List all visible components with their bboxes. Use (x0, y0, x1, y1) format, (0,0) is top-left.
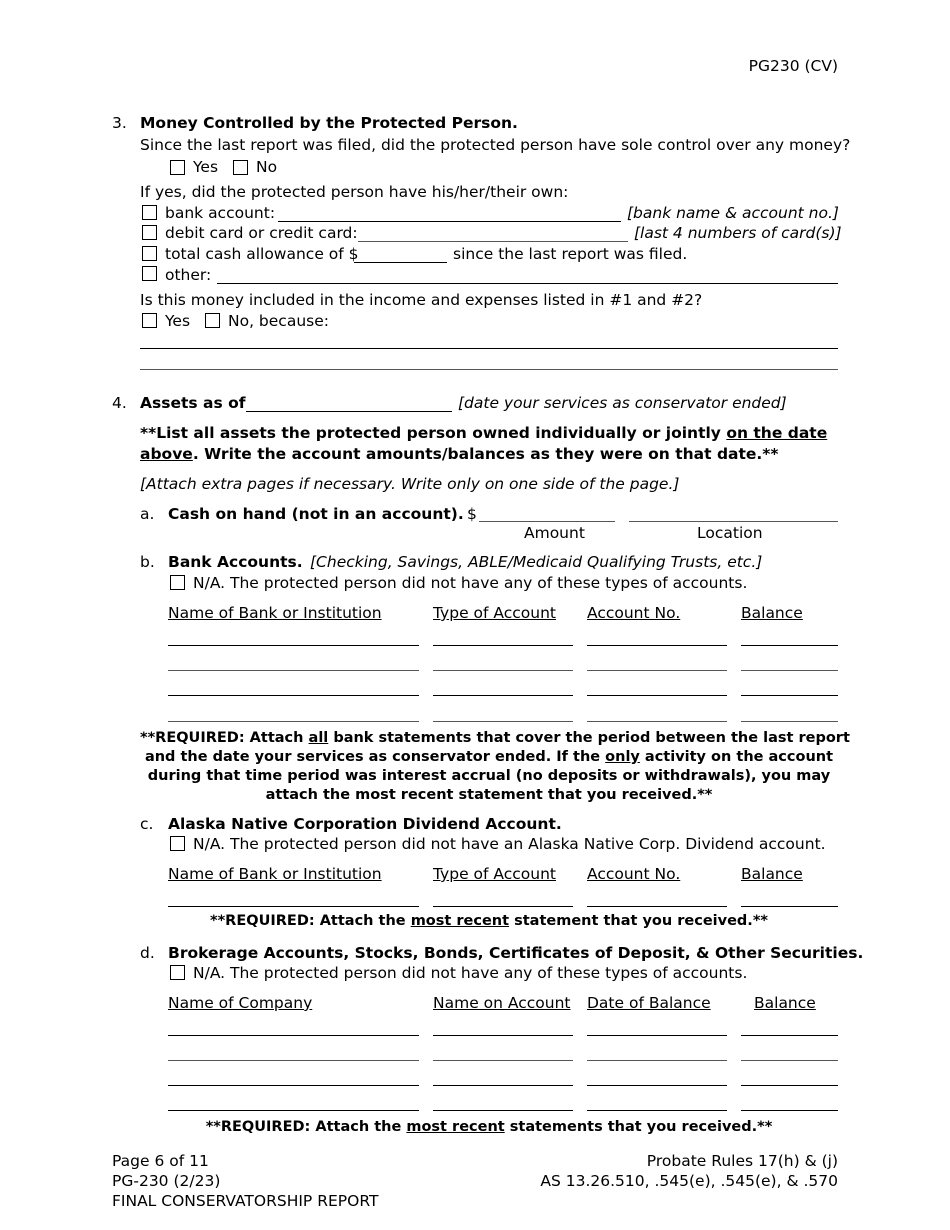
column-balance: Balance (741, 604, 803, 622)
included-yes-label: Yes (165, 312, 191, 330)
bank-name-line[interactable] (168, 906, 419, 907)
other-label: other: (165, 266, 212, 284)
card-label: debit card or credit card: (165, 224, 358, 242)
balance-line[interactable] (741, 1085, 838, 1086)
other-line[interactable] (217, 283, 838, 284)
assets-date-hint: [date your services as conservator ended] (458, 394, 787, 412)
item-d-letter: d. (140, 944, 155, 962)
brokerage-na-checkbox[interactable] (170, 965, 185, 980)
column-account-no: Account No. (587, 604, 681, 622)
other-checkbox[interactable] (142, 266, 157, 281)
form-number: PG-230 (2/23) (112, 1172, 221, 1190)
balance-line[interactable] (741, 906, 838, 907)
cash-on-hand-title: Cash on hand (not in an account). (168, 505, 464, 523)
date-of-balance-line[interactable] (587, 1035, 727, 1036)
section-4-number: 4. (112, 394, 127, 412)
bank-account-label: bank account: (165, 204, 276, 222)
cash-location-line[interactable] (629, 521, 838, 522)
balance-line[interactable] (741, 670, 838, 671)
bank-name-line[interactable] (168, 670, 419, 671)
brokerage-title: Brokerage Accounts, Stocks, Bonds, Certificates of Deposit, & Other Securities. (168, 944, 864, 962)
above-text: above (140, 445, 193, 463)
account-type-line[interactable] (433, 695, 573, 696)
date-of-balance-line[interactable] (587, 1110, 727, 1111)
page-number: Page 6 of 11 (112, 1152, 209, 1170)
req-text: during that time period was interest accrual (no deposits or withdrawals), you may (147, 768, 831, 784)
req-text: **REQUIRED: Attach the (210, 913, 411, 929)
sole-control-yes-checkbox[interactable] (170, 160, 185, 175)
no-label: No (256, 158, 278, 176)
bank-name-line[interactable] (168, 695, 419, 696)
req-text: activity on the account (639, 749, 834, 765)
company-name-line[interactable] (168, 1110, 419, 1111)
bank-name-line[interactable] (168, 645, 419, 646)
account-no-line[interactable] (587, 670, 727, 671)
item-b-letter: b. (140, 553, 155, 571)
balance-line[interactable] (741, 645, 838, 646)
if-yes-question: If yes, did the protected person have his/her/their own: (140, 183, 569, 201)
included-no-checkbox[interactable] (205, 313, 220, 328)
company-name-line[interactable] (168, 1035, 419, 1036)
location-caption: Location (697, 524, 763, 542)
account-no-line[interactable] (587, 695, 727, 696)
column-balance: Balance (754, 994, 816, 1012)
bank-account-checkbox[interactable] (142, 205, 157, 220)
cash-allowance-line[interactable] (354, 262, 447, 263)
req-text: and the date your services as conservator ended. If the (144, 749, 606, 765)
alaska-native-na-checkbox[interactable] (170, 836, 185, 851)
req-text: **REQUIRED: Attach the (205, 1119, 407, 1135)
req-most-recent-text: most recent (410, 913, 510, 929)
alaska-native-na-label: N/A. The protected person did not have an Alaska Native Corp. Dividend account. (193, 835, 826, 853)
account-type-line[interactable] (433, 721, 573, 722)
yes-label: Yes (193, 158, 219, 176)
date-of-balance-line[interactable] (587, 1060, 727, 1061)
card-hint: [last 4 numbers of card(s)] (634, 224, 842, 242)
balance-line[interactable] (741, 1110, 838, 1111)
bank-accounts-na-checkbox[interactable] (170, 575, 185, 590)
footer-left (112, 1151, 378, 1211)
cash-allowance-label: total cash allowance of $ (165, 245, 359, 263)
column-name-of-bank: Name of Bank or Institution (168, 604, 382, 622)
alaska-native-required-notice (140, 913, 838, 929)
req-text: **REQUIRED: Attach (140, 730, 309, 746)
balance-line[interactable] (741, 1035, 838, 1036)
account-type-line[interactable] (433, 906, 573, 907)
brokerage-na-label: N/A. The protected person did not have any of these types of accounts. (193, 964, 748, 982)
balance-line[interactable] (741, 695, 838, 696)
column-type-of-account: Type of Account (433, 604, 556, 622)
list-assets-text: **List all assets the protected person owned individually or jointly (140, 424, 727, 442)
bank-accounts-title: Bank Accounts. (168, 553, 303, 571)
write-amounts-text: . Write the account amounts/balances as they were on that date.** (192, 445, 779, 463)
section-3-question: Since the last report was filed, did the protected person have sole control over any money? (140, 136, 851, 154)
column-name-of-company: Name of Company (168, 994, 313, 1012)
bank-accounts-hint: [Checking, Savings, ABLE/Medicaid Qualifying Trusts, etc.] (310, 553, 763, 571)
name-on-account-line[interactable] (433, 1085, 573, 1086)
balance-line[interactable] (741, 1060, 838, 1061)
bank-account-hint: [bank name & account no.] (627, 204, 839, 222)
bank-account-line[interactable] (278, 221, 621, 222)
footer-right (540, 1151, 838, 1191)
account-type-line[interactable] (433, 645, 573, 646)
form-name: FINAL CONSERVATORSHIP REPORT (112, 1192, 379, 1210)
item-a-letter: a. (140, 505, 155, 523)
account-type-line[interactable] (433, 670, 573, 671)
column-balance: Balance (741, 865, 803, 883)
balance-line[interactable] (741, 721, 838, 722)
statutes: AS 13.26.510, .545(e), .545(e), & .570 (540, 1172, 838, 1190)
alaska-native-title: Alaska Native Corporation Dividend Account. (168, 815, 562, 833)
name-on-account-line[interactable] (433, 1060, 573, 1061)
name-on-account-line[interactable] (433, 1035, 573, 1036)
req-text: statement that you received.** (509, 913, 768, 929)
dollar-sign: $ (467, 505, 477, 523)
section-3-title: Money Controlled by the Protected Person. (140, 114, 518, 132)
included-yes-checkbox[interactable] (142, 313, 157, 328)
column-type-of-account: Type of Account (433, 865, 556, 883)
company-name-line[interactable] (168, 1060, 419, 1061)
bank-accounts-na-label: N/A. The protected person did not have any of these types of accounts. (193, 574, 748, 592)
company-name-line[interactable] (168, 1085, 419, 1086)
account-no-line[interactable] (587, 645, 727, 646)
attach-extra-pages-note: [Attach extra pages if necessary. Write only on one side of the page.] (140, 475, 680, 493)
list-assets-instruction-line-1 (140, 424, 827, 442)
name-on-account-line[interactable] (433, 1110, 573, 1111)
req-only-text: only (605, 749, 640, 765)
income-question: Is this money included in the income and expenses listed in #1 and #2? (140, 291, 703, 309)
form-code: PG230 (CV) (748, 57, 838, 75)
explanation-line-2[interactable] (140, 369, 838, 370)
assets-date-line[interactable] (246, 411, 452, 412)
probate-rules: Probate Rules 17(h) & (j) (646, 1152, 838, 1170)
account-no-line[interactable] (587, 721, 727, 722)
column-account-no: Account No. (587, 865, 681, 883)
card-checkbox[interactable] (142, 225, 157, 240)
req-text: bank statements that cover the period between the last report (328, 730, 850, 746)
explanation-line-1[interactable] (140, 348, 838, 349)
list-assets-instruction-line-2 (140, 445, 779, 463)
req-all-text: all (308, 730, 329, 746)
assets-as-of-label: Assets as of (140, 394, 246, 412)
date-of-balance-line[interactable] (587, 1085, 727, 1086)
account-no-line[interactable] (587, 906, 727, 907)
no-because-label: No, because: (228, 312, 329, 330)
amount-caption: Amount (524, 524, 585, 542)
req-most-recent-text: most recent (406, 1119, 505, 1135)
bank-statements-required-notice (140, 729, 850, 805)
item-c-letter: c. (140, 815, 154, 833)
req-text: attach the most recent statement that you received.** (265, 787, 713, 803)
bank-name-line[interactable] (168, 721, 419, 722)
column-name-of-bank: Name of Bank or Institution (168, 865, 382, 883)
brokerage-required-notice (140, 1119, 838, 1135)
req-text: statements that you received.** (504, 1119, 773, 1135)
column-name-on-account: Name on Account (433, 994, 571, 1012)
cash-allowance-suffix: since the last report was filed. (453, 245, 688, 263)
on-the-date-text: on the date (726, 424, 828, 442)
section-3-number: 3. (112, 114, 127, 132)
sole-control-no-checkbox[interactable] (233, 160, 248, 175)
card-line[interactable] (358, 241, 628, 242)
column-date-of-balance: Date of Balance (587, 994, 711, 1012)
cash-allowance-checkbox[interactable] (142, 246, 157, 261)
cash-amount-line[interactable] (479, 521, 615, 522)
